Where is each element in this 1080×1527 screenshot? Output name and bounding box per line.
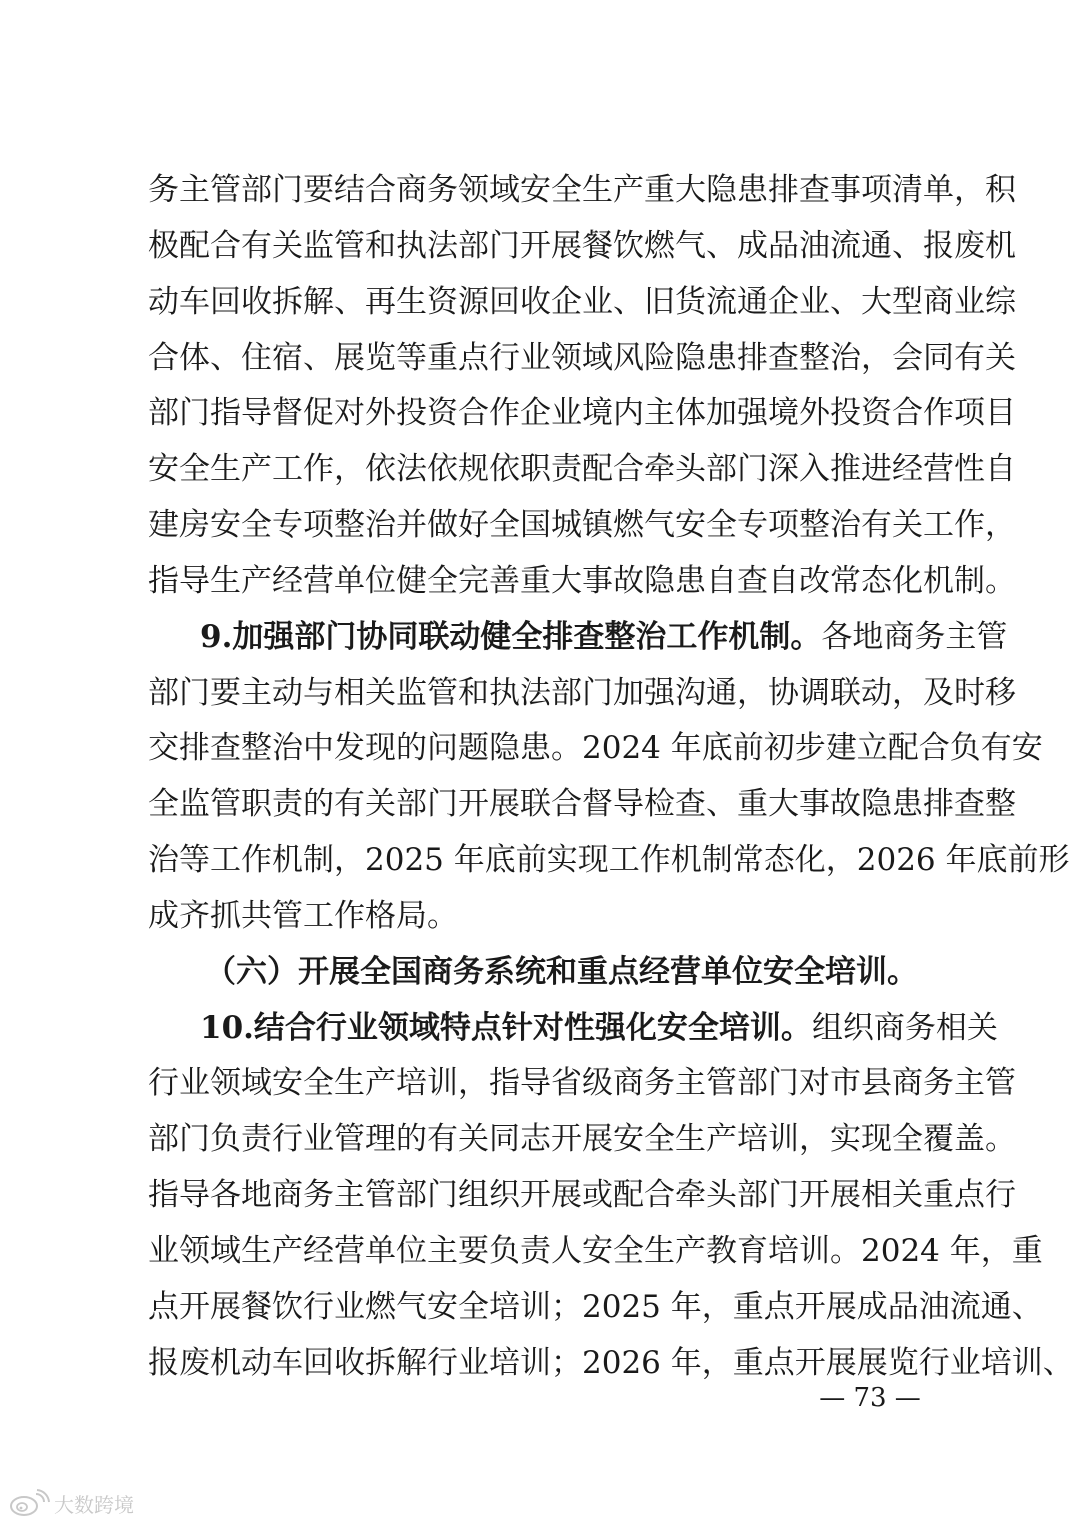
paragraph-line: 极配合有关监管和执法部门开展餐饮燃气、成品油流通、报废机 xyxy=(148,228,1016,264)
item-9-first-line xyxy=(200,609,1008,665)
paragraph-line: 治等工作机制，2025 年底前实现工作机制常态化，2026 年底前形 xyxy=(148,842,1070,878)
weibo-logo-icon xyxy=(6,1488,52,1518)
item-9-lead: 各地商务主管 xyxy=(821,619,1008,655)
item-10-first-line xyxy=(200,1000,998,1056)
item-10-lead: 组织商务相关 xyxy=(811,1010,998,1046)
paragraph-line: 成齐抓共管工作格局。 xyxy=(148,898,458,934)
paragraph-line: 全监管职责的有关部门开展联合督导检查、重大事故隐患排查整 xyxy=(148,786,1016,822)
watermark-text: 大数跨境 xyxy=(54,1492,134,1517)
paragraph-line: 合体、住宿、展览等重点行业领域风险隐患排查整治，会同有关 xyxy=(148,340,1016,376)
watermark xyxy=(6,1486,134,1520)
paragraph-line: 部门负责行业管理的有关同志开展安全生产培训，实现全覆盖。 xyxy=(148,1121,1016,1157)
paragraph-line: 点开展餐饮行业燃气安全培训；2025 年，重点开展成品油流通、 xyxy=(148,1289,1043,1325)
paragraph-line: 务主管部门要结合商务领域安全生产重大隐患排查事项清单，积 xyxy=(148,172,1016,208)
item-9-title: 9.加强部门协同联动健全排查整治工作机制。 xyxy=(200,619,822,655)
item-10-title: 10.结合行业领域特点针对性强化安全培训。 xyxy=(200,1010,812,1046)
paragraph-line: 部门要主动与相关监管和执法部门加强沟通，协调联动，及时移 xyxy=(148,675,1016,711)
paragraph-line: 业领域生产经营单位主要负责人安全生产教育培训。2024 年，重 xyxy=(148,1233,1043,1269)
page-number: — 73 — xyxy=(819,1383,921,1413)
paragraph-line: 报废机动车回收拆解行业培训；2026 年，重点开展展览行业培训、 xyxy=(148,1345,1074,1381)
section-6-heading: （六）开展全国商务系统和重点经营单位安全培训。 xyxy=(205,954,918,990)
paragraph-line: 指导生产经营单位健全完善重大事故隐患自查自改常态化机制。 xyxy=(148,563,1016,599)
paragraph-line: 指导各地商务主管部门组织开展或配合牵头部门开展相关重点行 xyxy=(148,1177,1016,1213)
paragraph-line: 建房安全专项整治并做好全国城镇燃气安全专项整治有关工作， xyxy=(148,507,1016,543)
paragraph-line: 交排查整治中发现的问题隐患。2024 年底前初步建立配合负有安 xyxy=(148,730,1043,766)
paragraph-line: 部门指导督促对外投资合作企业境内主体加强境外投资合作项目 xyxy=(148,395,1016,431)
paragraph-line: 行业领域安全生产培训，指导省级商务主管部门对市县商务主管 xyxy=(148,1065,1016,1101)
paragraph-line: 动车回收拆解、再生资源回收企业、旧货流通企业、大型商业综 xyxy=(148,284,1016,320)
paragraph-line: 安全生产工作，依法依规依职责配合牵头部门深入推进经营性自 xyxy=(148,451,1016,487)
